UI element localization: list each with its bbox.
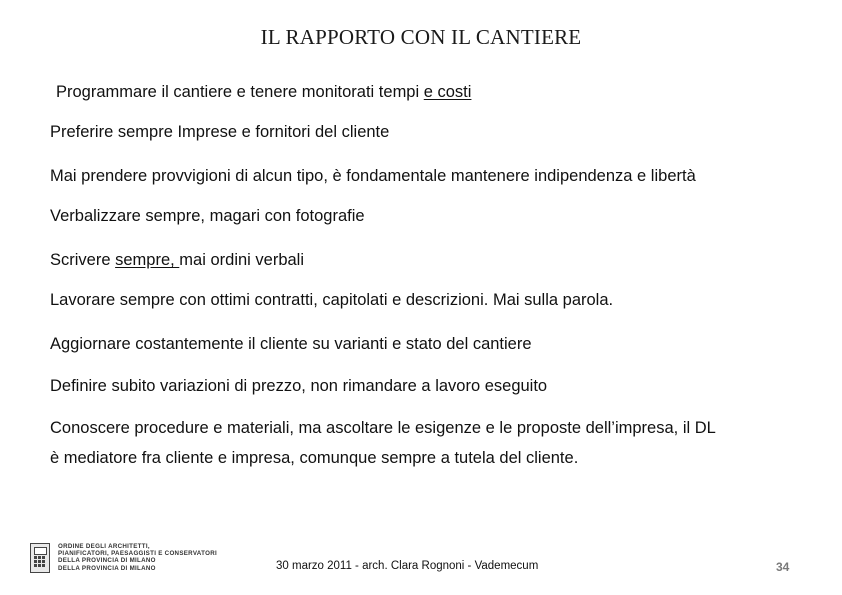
slide-title-text: IL RAPPORTO CON IL CANTIERE: [260, 25, 582, 49]
footer-logo: [30, 543, 240, 579]
item-text: è mediatore fra cliente e impresa, comunque sempre a tutela del cliente.: [50, 449, 579, 467]
list-item: [50, 288, 613, 312]
logo-line: DELLA PROVINCIA DI MILANO: [58, 564, 156, 572]
order-of-architects-logo-icon: [30, 543, 50, 573]
item-underlined-text: e costi: [423, 83, 472, 101]
item-text: Definire subito variazioni di prezzo, non rimandare a lavoro eseguito: [50, 377, 548, 395]
item-text: Scrivere: [50, 251, 116, 269]
item-text: Programmare il cantiere e tenere monitorati tempi: [56, 83, 424, 101]
footer-caption: 30 marzo 2011 - arch. Clara Rognoni - Vademecum: [276, 560, 539, 572]
item-text: Conoscere procedure e materiali, ma ascoltare le esigenze e le proposte dell’impresa, il DL: [50, 419, 716, 437]
item-text: Aggiornare costantemente il cliente su varianti e stato del cantiere: [50, 335, 532, 353]
logo-text: [58, 543, 217, 572]
item-text: Mai prendere provvigioni di alcun tipo, è fondamentale mantenere indipendenza e libertà: [50, 167, 696, 185]
logo-line: DELLA PROVINCIA DI MILANO: [58, 557, 156, 565]
item-text: Verbalizzare sempre, magari con fotografie: [50, 207, 365, 225]
logo-line: ORDINE DEGLI ARCHITETTI,: [58, 543, 150, 550]
list-item: [56, 80, 471, 104]
slide-title: [0, 25, 842, 50]
list-item: [50, 120, 389, 144]
item-text: Preferire sempre Imprese e fornitori del cliente: [50, 123, 390, 141]
page-number: 34: [776, 560, 790, 574]
list-item: [50, 332, 532, 356]
item-text-tail: mai ordini verbali: [179, 251, 305, 269]
item-text: Lavorare sempre con ottimi contratti, capitolati e descrizioni. Mai sulla parola.: [50, 291, 614, 309]
list-item: [50, 164, 696, 188]
list-item: [50, 416, 716, 440]
list-item: [50, 204, 365, 228]
list-item-continuation: [50, 446, 578, 470]
item-underlined-text: sempre,: [115, 251, 180, 269]
list-item: [50, 248, 304, 272]
logo-line: PIANIFICATORI, PAESAGGISTI E CONSERVATORI: [58, 550, 217, 558]
list-item: [50, 374, 547, 398]
